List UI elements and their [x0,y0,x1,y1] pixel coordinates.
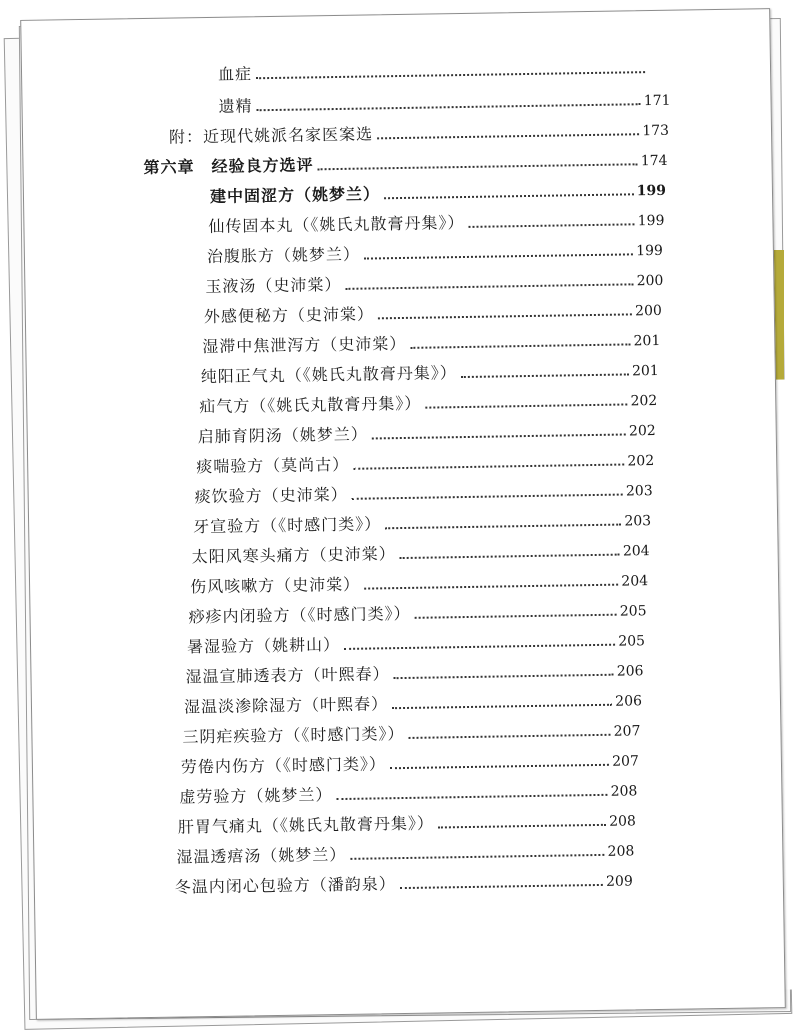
toc-leader-dots [385,524,621,530]
toc-entry-page: 202 [628,423,656,440]
toc-entry-page: 208 [607,843,635,860]
toc-entry-title: 湿温透痦汤（姚梦兰） [176,844,347,867]
toc-entry [218,87,670,117]
toc-entry-title: 遗精 [218,96,253,116]
toc-leader-dots [394,674,614,679]
toc-leader-dots [256,71,645,79]
toc-leader-dots [400,884,603,889]
toc-entry [208,207,664,237]
toc-entry-title: 冬温内闭心包验方（潘韵泉） [174,874,396,897]
toc-entry [218,55,648,85]
toc-entry [210,177,666,207]
toc-entry-page: 200 [634,302,662,320]
toc-entry-title: 伤风咳嗽方（史沛棠） [189,574,361,597]
toc-entry-title: 湿温宣肺透表方（叶熙春） [185,664,390,687]
toc-leader-dots [378,313,632,319]
toc-entry-page: 202 [630,392,658,410]
toc-leader-dots [384,193,634,199]
toc-entry-title: 三阴疟疾验方（《时感门类》） [182,724,405,747]
toc-entry-title: 劳倦内伤方（《时感门类》） [180,754,387,777]
toc-leader-dots [350,854,604,860]
toc-entry [187,627,645,657]
toc-page [20,8,786,1020]
toc-leader-dots [390,764,609,769]
toc-entry [188,597,646,627]
toc-entry [190,567,648,597]
toc-entry [176,837,634,867]
toc-entry-title: 牙宣验方（《时感门类》） [193,514,382,537]
toc-leader-dots [425,403,627,408]
toc-entry [199,387,657,417]
toc-leader-dots [352,494,623,500]
toc-entry [182,717,640,747]
toc-leader-dots [364,584,618,590]
toc-entry-page: 174 [640,152,668,170]
toc-entry [181,747,639,777]
toc-entry-title: 疝气方（《姚氏丸散膏丹集》） [199,393,422,417]
toc-entry-title: 启肺育阴汤（姚梦兰） [197,424,368,447]
toc-entry-title: 湿温淡渗除湿方（叶熙春） [183,694,389,717]
toc-entry [207,237,663,267]
toc-entry [191,537,649,567]
toc-entry-page: 206 [616,663,644,680]
toc-leader-dots [345,283,633,290]
toc-entry [195,477,653,507]
toc-leader-dots [400,554,620,559]
toc-entry [169,117,669,148]
toc-entry-page: 204 [621,573,649,590]
toc-leader-dots [438,824,606,829]
toc-entry [185,657,643,687]
toc-entry-page: 201 [633,332,661,350]
toc-entry-page: 207 [612,753,640,770]
toc-leader-dots [372,433,626,439]
toc-entry-title: 太阳风寒头痛方（史沛棠） [191,544,396,567]
toc-entry-title: 建中固涩方（姚梦兰） [209,184,381,206]
toc-entry [196,447,654,477]
toc-entry [202,327,660,357]
toc-entry [201,357,659,387]
toc-entry-page: 204 [622,543,650,560]
toc-entry-title: 纯阳正气丸（《姚氏丸散膏丹集》） [200,363,457,387]
toc-entry-page: 201 [631,362,659,380]
toc-entry [204,297,662,327]
toc-entry-page: 207 [613,723,641,740]
toc-entry-page: 199 [636,242,664,260]
toc-entry-page: 205 [619,603,647,620]
toc-leader-dots [353,464,624,470]
toc-entry-page: 206 [615,693,643,710]
toc-entry-title: 仙传固本丸（《姚氏丸散膏丹集》） [208,213,465,237]
toc-leader-dots [468,223,634,228]
toc-entry [178,807,636,837]
toc-entry-page: 208 [610,783,638,800]
toc-entry-title: 治腹胀方（姚梦兰） [206,244,361,267]
toc-leader-dots [392,704,612,709]
toc-entry-title: 肝胃气痛丸（《姚氏丸散膏丹集》） [177,813,435,837]
toc-leader-dots [415,614,617,619]
toc-entry-title: 外感便秘方（史沛棠） [203,304,375,327]
toc-entry-page: 203 [625,483,653,500]
toc-entry-title: 虚劳验方（姚梦兰） [179,785,333,807]
toc-entry [179,777,637,807]
toc-leader-dots [377,133,639,139]
toc-entry [193,507,651,537]
toc-entry-title: 痧疹内闭验方（《时感门类》） [188,603,411,627]
toc-entry-page: 171 [643,92,671,110]
toc-entry-title: 玉液汤（史沛棠） [205,274,342,297]
toc-leader-dots [344,644,615,650]
toc-entry-title: 附：近现代姚派名家医案选 [168,124,374,147]
toc-leader-dots [409,734,611,739]
toc-entry-title: 暑湿验方（姚耕山） [186,635,341,657]
toc-entry-title: 痰饮验方（史沛棠） [194,484,348,507]
toc-entry-page: 199 [636,182,667,200]
toc-entry [198,417,656,447]
toc-entry-title: 血症 [217,64,253,84]
toc-entry [143,147,667,178]
toc-leader-dots [410,343,630,348]
toc-entry-title: 第六章 经验良方选评 [143,155,314,178]
toc-entry-title: 痰喘验方（莫尚古） [196,454,350,477]
toc-entry-page: 199 [637,212,665,230]
toc-entry-title: 湿滞中焦泄泻方（史沛棠） [202,333,407,357]
toc-entry [184,687,642,717]
toc-entry-page: 209 [605,873,633,890]
toc-leader-dots [257,103,641,111]
toc-leader-dots [318,163,638,170]
toc-leader-dots [336,794,607,800]
toc-entry-page: 208 [609,813,636,830]
toc-entry [205,267,663,297]
toc-leader-dots [461,373,629,378]
toc-entry [175,867,633,897]
toc-entry-page: 205 [618,633,646,650]
toc-entry-page: 202 [627,453,655,470]
toc-entry-page: 200 [636,272,664,290]
toc-leader-dots [364,253,633,259]
toc-entry-page: 203 [624,513,652,530]
toc-entry-page: 173 [642,122,670,140]
